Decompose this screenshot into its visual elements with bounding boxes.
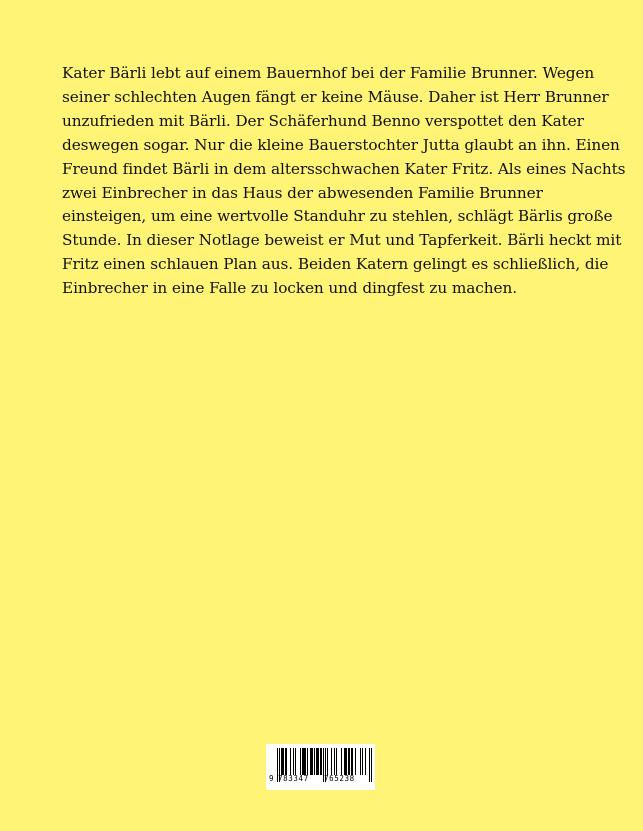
blurb-line: einsteigen, um eine wertvolle Standuhr zu stehlen, schlägt Bärlis große	[62, 207, 613, 226]
barcode-prefix-digit: 9	[269, 774, 274, 783]
blurb-line: seiner schlechten Augen fängt er keine Mäuse. Daher ist Herr Brunner	[62, 87, 609, 106]
barcode-digit-group-2: 765238	[324, 774, 355, 783]
blurb-line: deswegen sogar. Nur die kleine Bauerstochter Jutta glaubt an ihn. Einen	[62, 135, 620, 154]
barcode-bar	[334, 748, 335, 775]
isbn-barcode	[266, 744, 375, 790]
barcode-digits	[266, 774, 375, 786]
barcode-bar	[281, 748, 282, 775]
barcode-bar	[327, 748, 328, 775]
barcode-bar	[355, 748, 356, 775]
blurb-line: Fritz einen schlauen Plan aus. Beiden Katern gelingt es schließlich, die	[62, 255, 609, 274]
barcode-bar	[290, 748, 291, 775]
barcode-bar	[362, 748, 363, 775]
barcode-bar	[317, 748, 318, 775]
blurb-line: Freund findet Bärli in dem altersschwachen Kater Fritz. Als eines Nachts	[62, 159, 626, 178]
barcode-bar	[303, 748, 304, 775]
barcode-bar	[344, 748, 345, 775]
back-cover-blurb	[62, 62, 626, 301]
barcode-bar	[365, 748, 366, 775]
barcode-digit-group-1: 783347	[278, 774, 309, 783]
barcode-bar	[282, 748, 283, 775]
barcode-bar	[304, 748, 305, 775]
barcode-bar	[360, 748, 361, 775]
barcode-bar	[321, 748, 322, 775]
barcode-bar	[341, 748, 342, 775]
blurb-line: Einbrecher in eine Falle zu locken und dingfest zu machen.	[62, 279, 517, 298]
barcode-bar	[351, 748, 352, 775]
barcode-bar	[349, 748, 350, 775]
barcode-bar	[318, 748, 319, 775]
barcode-bar	[336, 748, 337, 775]
barcode-bar	[331, 748, 332, 775]
barcode-bar	[346, 748, 347, 775]
barcode-bar	[320, 748, 321, 775]
barcode-bar	[310, 748, 311, 775]
barcode-bar	[293, 748, 294, 775]
barcode-bar	[307, 748, 308, 775]
barcode-bar	[305, 748, 306, 775]
barcode-bar	[312, 748, 313, 775]
blurb-line: Stunde. In dieser Notlage beweist er Mut und Tapferkeit. Bärli heckt mit	[62, 231, 622, 250]
barcode-bar	[283, 748, 284, 775]
barcode-bar	[285, 748, 286, 775]
barcode-bar	[345, 748, 346, 775]
barcode-bar	[316, 748, 317, 775]
barcode-bar	[295, 748, 296, 775]
blurb-line: zwei Einbrecher in das Haus der abwesenden Familie Brunner	[62, 183, 543, 202]
barcode-bar	[352, 748, 353, 775]
barcode-bar	[314, 748, 315, 775]
barcode-bar	[286, 748, 287, 775]
barcode-bar	[348, 748, 349, 775]
barcode-bar	[300, 748, 301, 775]
barcode-bar	[311, 748, 312, 775]
blurb-line: Kater Bärli lebt auf einem Bauernhof bei der Familie Brunner. Wegen	[62, 64, 595, 82]
barcode-bar	[302, 748, 303, 775]
blurb-line: unzufrieden mit Bärli. Der Schäferhund Benno verspottet den Kater	[62, 111, 584, 130]
